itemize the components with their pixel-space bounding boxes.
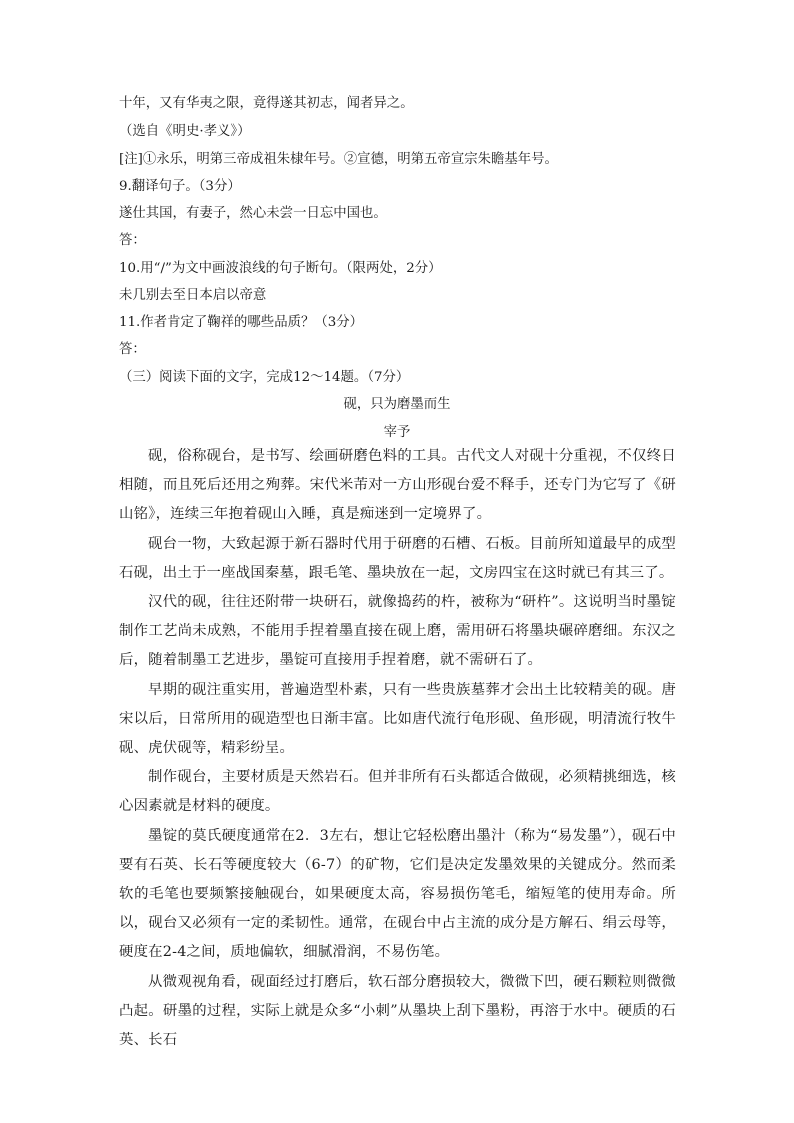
text-line: 十年，又有华夷之限，竟得遂其初志，闻者异之。 — [119, 96, 414, 111]
article-body — [119, 442, 676, 1055]
paragraph: 汉代的砚，往往还附带一块研石，就像捣药的杵，被称为“研杵”。这说明当时墨锭制作工艺尚未成熟，不能用手捏着墨直接在砚上磨，需用研石将墨块碾碎磨细。东汉之后，随着制墨工艺进步，墨锭可直接用手捏着磨，就不需研石了。 — [119, 594, 676, 669]
source-citation: （选自《明史·孝义》） — [119, 124, 251, 139]
section-heading: （三）阅读下面的文字，完成12～14题。（7分） — [119, 370, 410, 385]
question-9: 9.翻译句子。（3分） — [119, 179, 241, 194]
paragraph: 制作砚台，主要材质是天然岩石。但并非所有石头都适合做砚，必须精挑细选，核心因素就是材料的硬度。 — [119, 769, 676, 815]
annotation-note: [注]①永乐，明第三帝成祖朱棣年号。②宣德，明第五帝宣宗朱瞻基年号。 — [119, 152, 558, 167]
article-author: 宰予 — [383, 425, 411, 440]
answer-label: 答： — [119, 233, 146, 248]
paragraph: 砚，俗称砚台，是书写、绘画研磨色料的工具。古代文人对砚十分重视，不仅终日相随，而且死后还用之殉葬。宋代米芾对一方山形砚台爱不释手，还专门为它写了《研山铭》，连续三年抱着砚山入睡，真是痴迷到一定境界了。 — [119, 448, 676, 523]
question-9-sentence: 遂仕其国，有妻子，然心未尝一日忘中国也。 — [119, 206, 387, 221]
paragraph: 早期的砚注重实用，普遍造型朴素，只有一些贵族墓葬才会出土比较精美的砚。唐宋以后，日常所用的砚造型也日渐丰富。比如唐代流行龟形砚、鱼形砚，明清流行牧牛砚、虎伏砚等，精彩纷呈。 — [119, 681, 676, 757]
paragraph: 砚台一物，大致起源于新石器时代用于研磨的石槽、石板。目前所知道最早的成型石砚，出土于一座战国秦墓，跟毛笔、墨块放在一起，文房四宝在这时就已有其三了。 — [119, 535, 676, 581]
question-10: 10.用“/”为文中画波浪线的句子断句。（限两处，2分） — [119, 261, 442, 276]
question-10-sentence: 未几别去至日本启以帝意 — [119, 288, 267, 303]
article-title: 砚，只为磨墨而生 — [343, 397, 451, 412]
answer-label: 答： — [119, 342, 146, 357]
question-11: 11.作者肯定了鞠祥的哪些品质？（3分） — [119, 315, 364, 330]
paragraph: 墨锭的莫氏硬度通常在2．3左右，想让它轻松磨出墨汁（称为“易发墨”），砚石中要有石英、长石等硬度较大（6-7）的矿物，它们是决定发墨效果的关键成分。然而柔软的毛笔也要频繁接触砚台，如果硬度太高，容易损伤笔毛，缩短笔的使用寿命。所以，砚台又必须有一定的柔韧性。通常，在砚台中占主流的成分是方解石、绢云母等，硬度在2-4之间，质地偏软，细腻滑润，不易伤笔。 — [119, 827, 676, 961]
paragraph: 从微观视角看，砚面经过打磨后，软石部分磨损较大，微微下凹，硬石颗粒则微微凸起。研墨的过程，实际上就是众多“小刺”从墨块上刮下墨粉，再溶于水中。硬质的石英、长石 — [119, 973, 676, 1049]
